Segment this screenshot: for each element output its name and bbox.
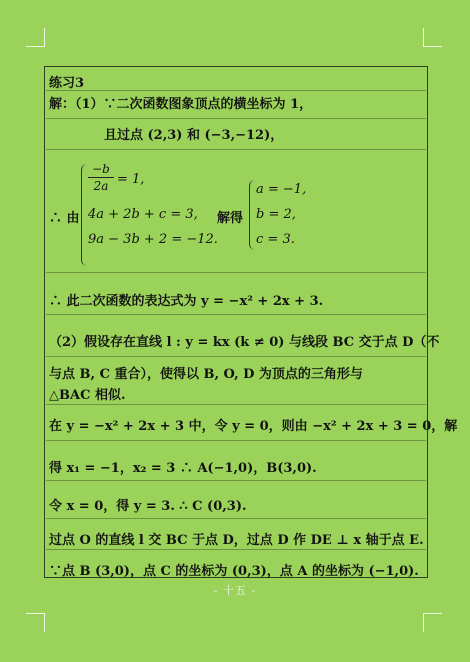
equation-3: 9a − 3b + 2 = −12. — [88, 232, 218, 247]
result-c: c = 3. — [256, 232, 295, 247]
result-a: a = −1, — [256, 182, 307, 197]
ruled-line — [46, 149, 426, 150]
crop-mark-top-right — [423, 28, 442, 47]
ruled-line — [46, 404, 426, 405]
fraction — [88, 162, 114, 193]
left-brace — [81, 164, 88, 266]
page-number: - 十五 - — [213, 584, 257, 597]
ruled-line — [46, 440, 426, 441]
solution-line-1: 解：（1）∵二次函数图象顶点的横坐标为 1， — [49, 97, 313, 112]
crop-mark-top-left — [26, 28, 45, 47]
crop-mark-bottom-left — [26, 613, 45, 632]
result-b: b = 2, — [256, 207, 296, 222]
solution-line-2: 且过点 (2,3) 和 (−3,−12)， — [104, 128, 284, 143]
ruled-line — [46, 356, 426, 357]
part2-line-1: （2）假设存在直线 l : y = kx (k ≠ 0) 与线段 BC 交于点 D（不 — [49, 335, 440, 350]
ruled-line — [46, 518, 426, 519]
part2-line-4: 在 y = −x² + 2x + 3 中，令 y = 0，则由 −x² + 2x + 3 = 0，解 — [49, 419, 458, 434]
part2-line-2: 与点 B, C 重合），使得以 B, O, D 为顶点的三角形与 — [49, 367, 363, 382]
ruled-line — [46, 272, 426, 273]
fraction-denominator: 2a — [93, 179, 109, 193]
expression-line: ∴ 此二次函数的表达式为 y = −x² + 2x + 3. — [49, 294, 324, 309]
equation-1-rest: = 1, — [117, 172, 145, 187]
part2-line-8: ∵点 B (3,0)，点 C 的坐标为 (0,3)，点 A 的坐标为 (−1,0). — [49, 564, 419, 579]
since-label: ∴ 由 — [49, 211, 80, 226]
exercise-title: 练习3 — [49, 76, 85, 91]
part2-line-3: △BAC 相似. — [49, 388, 126, 403]
part2-line-5: 得 x₁ = −1，x₂ = 3 ∴ A(−1,0)，B(3,0). — [49, 461, 317, 476]
equation-2: 4a + 2b + c = 3, — [88, 207, 198, 222]
ruled-line — [46, 90, 426, 91]
fraction-numerator: −b — [92, 162, 110, 176]
crop-mark-bottom-right — [423, 613, 442, 632]
ruled-line — [46, 314, 426, 315]
ruled-line — [46, 480, 426, 481]
part2-line-6: 令 x = 0，得 y = 3. ∴ C (0,3). — [49, 499, 247, 514]
result-brace — [249, 180, 256, 250]
fraction-bar — [88, 177, 114, 178]
solve-label: 解得 — [217, 211, 244, 226]
part2-line-7: 过点 O 的直线 l 交 BC 于点 D，过点 D 作 DE ⊥ x 轴于点 E. — [49, 533, 424, 548]
ruled-line — [46, 118, 426, 119]
ruled-line — [46, 549, 426, 550]
